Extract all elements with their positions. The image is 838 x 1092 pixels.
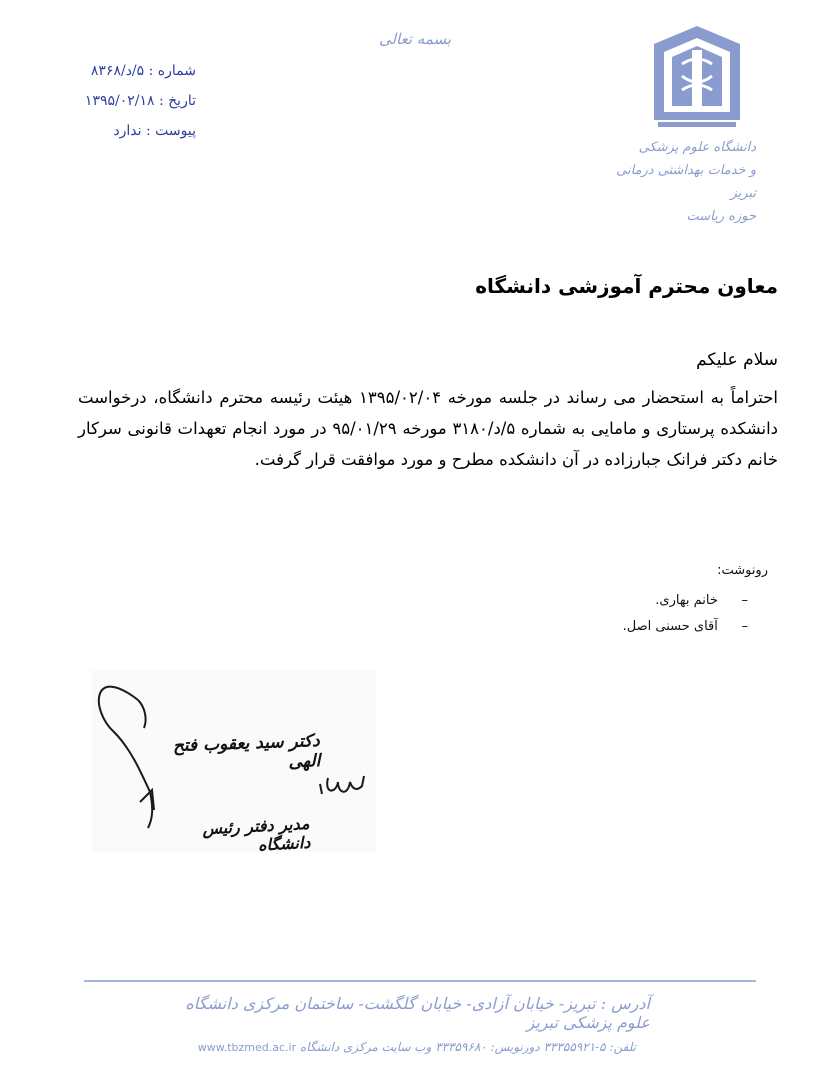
- cc-title: رونوشت:: [717, 563, 768, 578]
- letter-date-row: [40, 86, 196, 116]
- letter-number-value: ۵/د/۸۳۶۸: [90, 63, 145, 79]
- cc-list: [460, 588, 748, 640]
- cc-item: [460, 588, 748, 614]
- invocation-text: بسمه تعالی: [378, 30, 452, 48]
- letter-date-label: تاریخ :: [158, 93, 196, 109]
- signature-title: مدیر دفتر رئیس دانشگاه: [201, 813, 311, 855]
- cc-item-dash: –: [741, 619, 748, 634]
- footer-divider: [84, 980, 756, 982]
- letter-date-value: ۱۳۹۵/۰۲/۱۸: [84, 93, 155, 109]
- logo-caption-line1: دانشگاه علوم پزشکی: [638, 140, 756, 155]
- footer-contact-text: تلفن: ۵-۳۳۳۵۵۹۲۱ دورنویس: ۳۳۳۵۹۶۸۰ وب سایت مرکزی دانشگاه: [299, 1040, 636, 1054]
- letter-metadata: [40, 56, 196, 146]
- footer-contact: [196, 1040, 636, 1054]
- letter-attachment-value: ندارد: [113, 123, 142, 139]
- letter-number-label: شماره :: [148, 63, 196, 79]
- logo-caption-line3: حوزه ریاست: [686, 209, 756, 224]
- logo-caption: [612, 136, 756, 228]
- footer-website: www.tbzmed.ac.ir: [197, 1041, 297, 1054]
- cc-item-dash: –: [741, 593, 748, 608]
- letter-number-row: [40, 56, 196, 86]
- cc-item-text: آقای حسنی اصل.: [622, 619, 718, 634]
- letter-attachment-row: [40, 116, 196, 146]
- letter-greeting: سلام علیکم: [696, 350, 778, 370]
- logo-caption-line2: و خدمات بهداشتی درمانی تبریز: [616, 163, 756, 201]
- letter-addressee: معاون محترم آموزشی دانشگاه: [475, 274, 778, 298]
- footer-address: آدرس : تبریز- خیابان آزادی- خیابان گلگشت- ساختمان مرکزی دانشگاه علوم پزشکی تبریز: [185, 994, 650, 1032]
- letter-body: احتراماً به استحضار می رساند در جلسه مورخه ۱۳۹۵/۰۲/۰۴ هیئت رئیسه محترم دانشگاه، درخواست دانشکده پرستاری و مامایی به شماره ۵/د/۳۱۸۰ مورخه ۹۵/۰۱/۲۹ در مورد انجام تعهدات قانونی سرکار خانم دکتر فرانک جبارزاده در آن دانشکده مطرح و مورد موافقت قرار گرفت.: [78, 388, 778, 469]
- letter-attachment-label: پیوست :: [146, 123, 196, 139]
- cc-item-text: خانم بهاری.: [655, 593, 718, 608]
- cc-item: [460, 614, 748, 640]
- signature-name: دکتر سید یعقوب فتح الهی: [172, 731, 321, 773]
- university-emblem-icon: [652, 24, 742, 128]
